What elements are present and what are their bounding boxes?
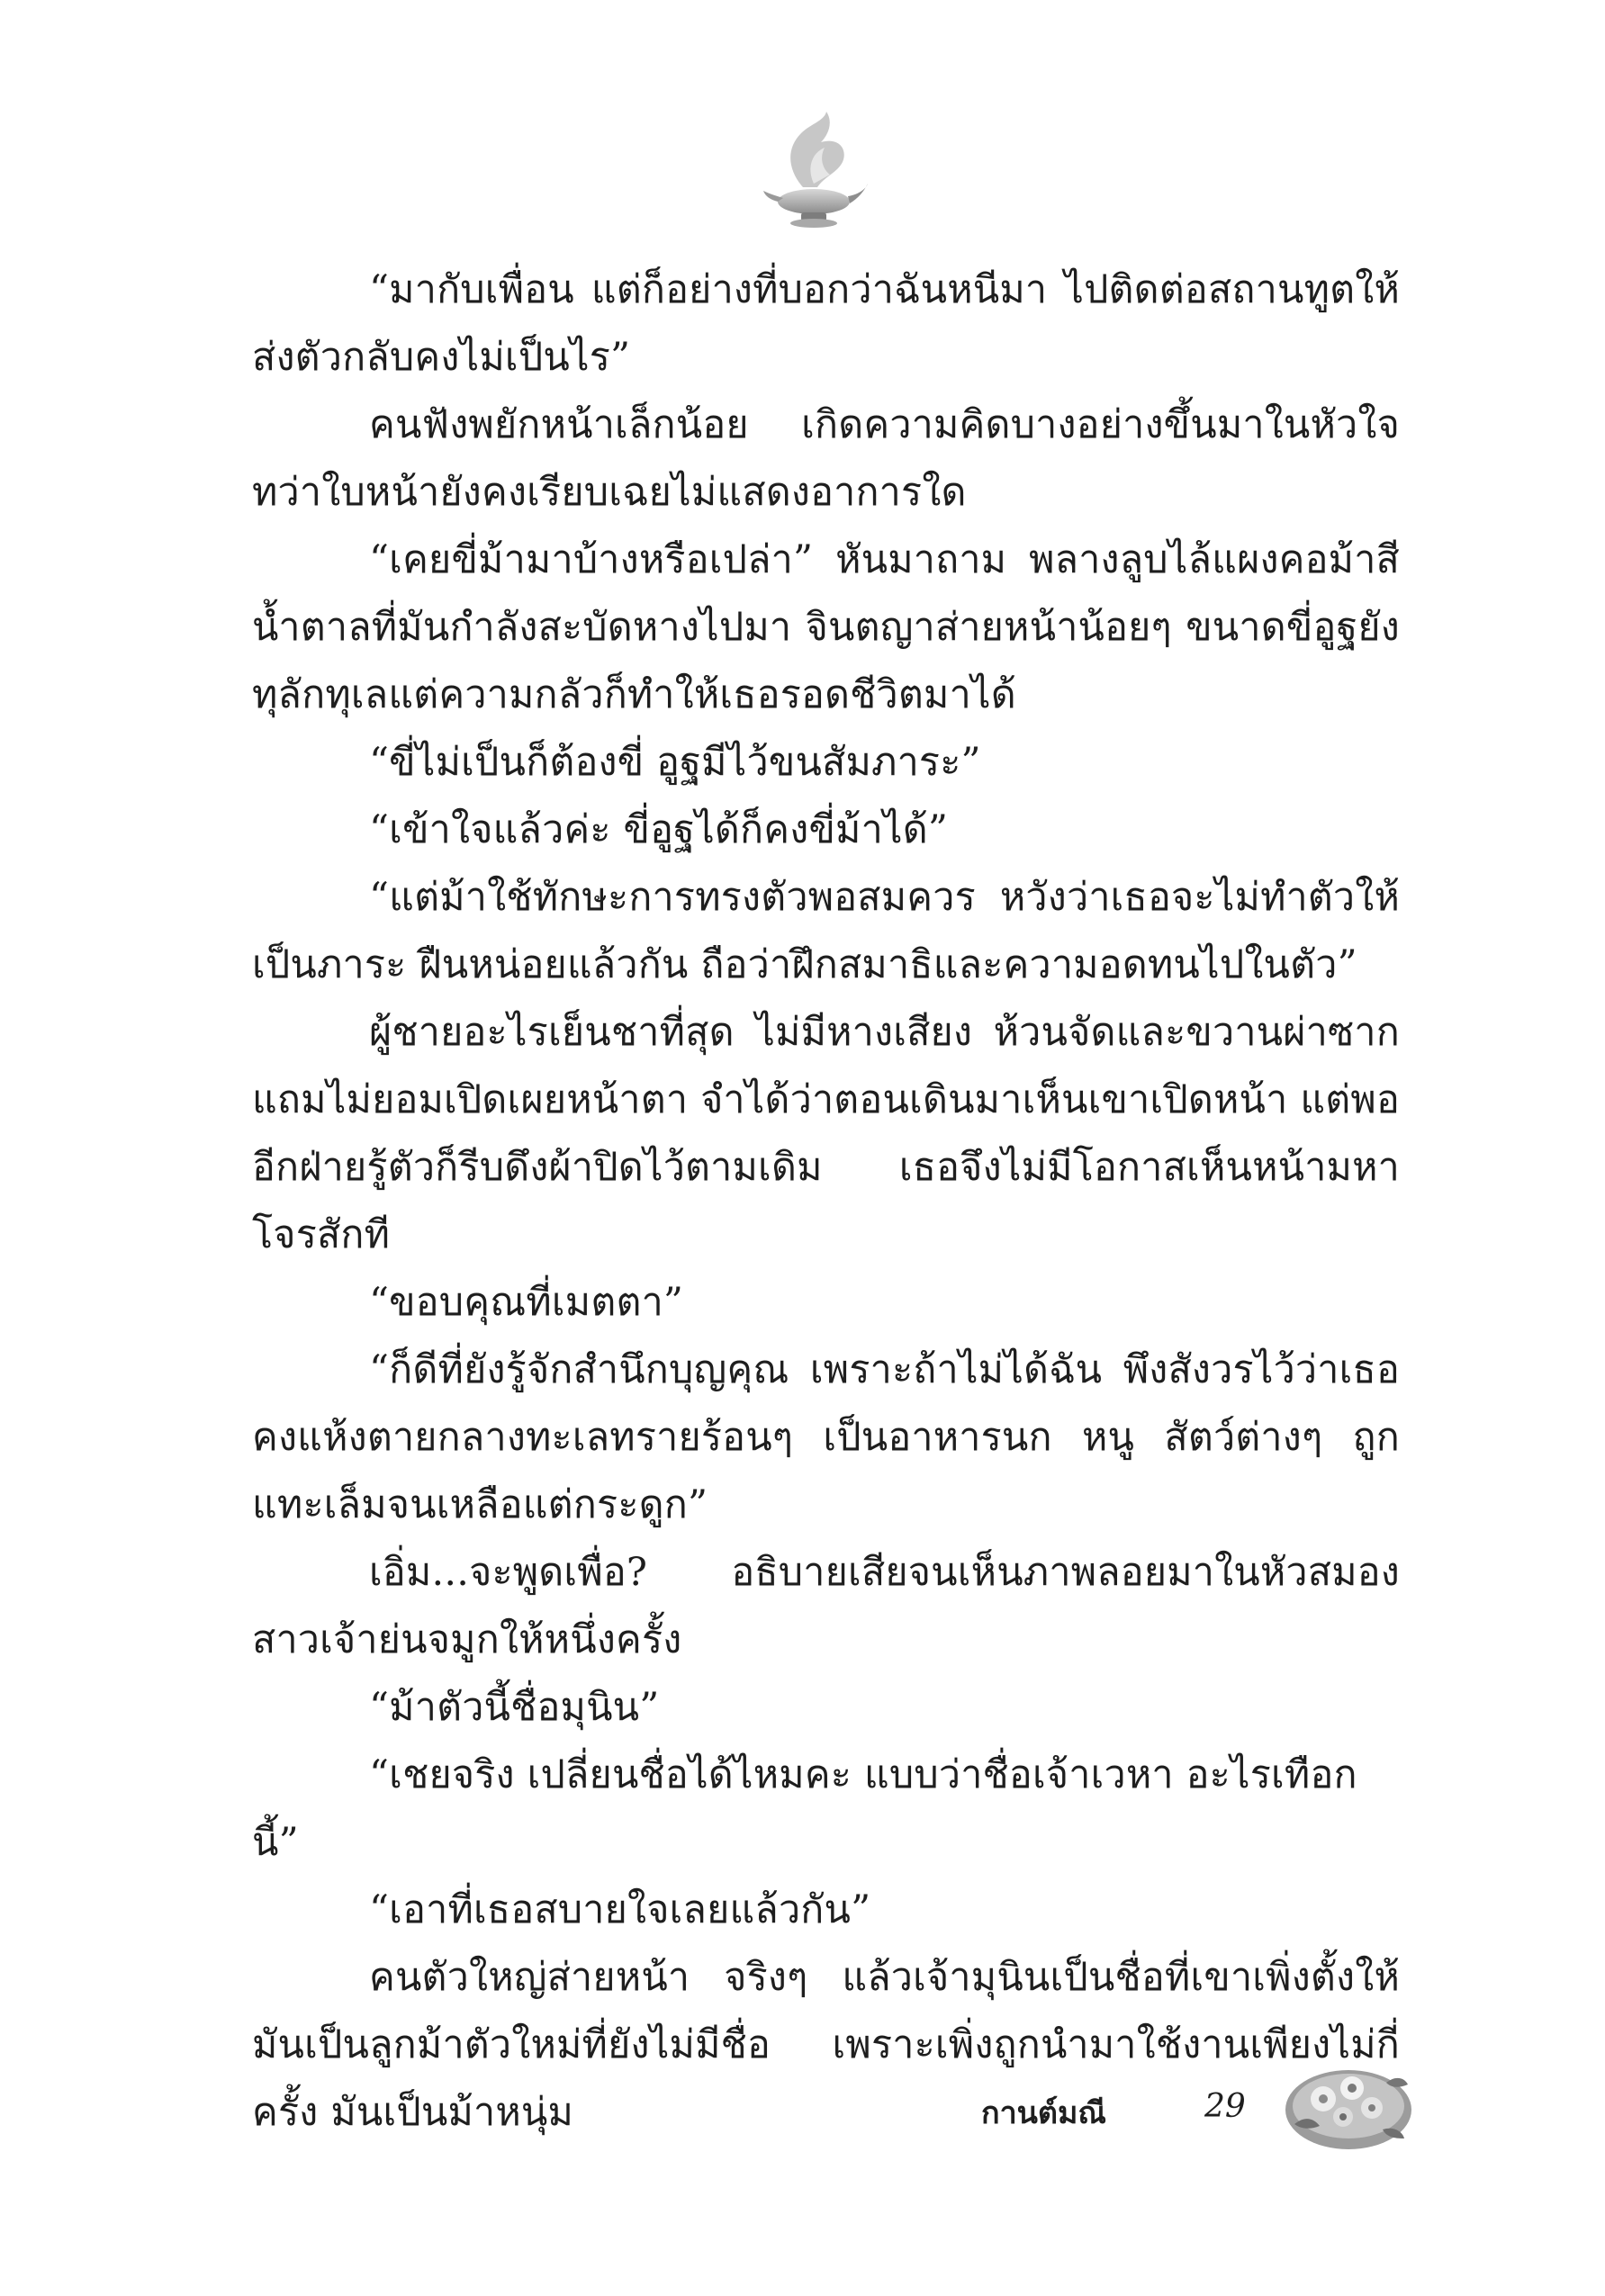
book-title: กานต์มณี [981, 2095, 1106, 2131]
paragraph: “ม้าตัวนี้ชื่อมุนิน” [369, 1685, 660, 1730]
paragraph: คนตัวใหญ่ส่ายหน้า จริงๆ แล้วเจ้ามุนินเป็นชื่อที่เขาเพิ่งตั้งให้ มันเป็นลูกม้าตัวใหม่ที่ยังไม่มีชื่อ เพราะเพิ่งถูกนำมาใช้งานเพียงไม่กี่ครั้ง มันเป็นม้าหนุ่ม [252, 1955, 1400, 2135]
paragraph: “แต่ม้าใช้ทักษะการทรงตัวพอสมควร หวังว่าเธอจะไม่ทำตัวให้เป็นภาระ ฝืนหน่อยแล้วกัน ถือว่าฝึกสมาธิและความอดทนไปในตัว” [252, 875, 1400, 987]
paragraph: “ขี่ไม่เป็นก็ต้องขี่ อูฐมีไว้ขนสัมภาระ” [369, 740, 981, 785]
paragraph: “เข้าใจแล้วค่ะ ขี่อูฐได้ก็คงขี่ม้าได้” [369, 807, 949, 852]
page-footer [981, 2052, 1431, 2160]
paragraph: เอิ่ม...จะพูดเพื่อ? อธิบายเสียจนเห็นภาพลอยมาในหัวสมอง สาวเจ้าย่นจมูกให้หนึ่งครั้ง [252, 1550, 1400, 1662]
page-number: 29 [1204, 2088, 1246, 2125]
flower-bouquet-icon [1278, 2052, 1413, 2160]
paragraph: “เคยขี่ม้ามาบ้างหรือเปล่า” หันมาถาม พลางลูบไล้แผงคอม้าสีน้ำตาลที่มันกำลังสะบัดหางไปมา จินตญาส่ายหน้าน้อยๆ ขนาดขี่อูฐยังทุลักทุเลแต่ความกลัวก็ทำให้เธอรอดชีวิตมาได้ [252, 537, 1400, 717]
paragraph: “ขอบคุณที่เมตตา” [369, 1280, 684, 1325]
paragraph: “ก็ดีที่ยังรู้จักสำนึกบุญคุณ เพราะถ้าไม่ได้ฉัน พึงสังวรไว้ว่าเธอคงแห้งตายกลางทะเลทรายร้อนๆ เป็นอาหารนก หนู สัตว์ต่างๆ ถูกแทะเล็มจนเหลือแต่กระดูก” [252, 1347, 1400, 1527]
paragraph: “เชยจริง เปลี่ยนชื่อได้ไหมคะ แบบว่าชื่อเจ้าเวหา อะไรเทือกนี้” [252, 1752, 1357, 1865]
lamp-genie-icon [762, 108, 870, 230]
paragraph: คนฟังพยักหน้าเล็กน้อย เกิดความคิดบางอย่างขึ้นมาในหัวใจ ทว่าใบหน้ายังคงเรียบเฉยไม่แสดงอาการใด [252, 402, 1400, 515]
paragraph: “มากับเพื่อน แต่ก็อย่างที่บอกว่าฉันหนีมา ไปติดต่อสถานทูตให้ส่งตัวกลับคงไม่เป็นไร” [252, 267, 1400, 380]
story-text [252, 257, 1400, 2147]
paragraph: ผู้ชายอะไรเย็นชาที่สุด ไม่มีหางเสียง ห้วนจัดและขวานผ่าซาก แถมไม่ยอมเปิดเผยหน้าตา จำได้ว่าตอนเดินมาเห็นเขาเปิดหน้า แต่พออีกฝ่ายรู้ตัวก็รีบดึงผ้าปิดไว้ตามเดิม เธอจึงไม่มีโอกาสเห็นหน้ามหาโจรสักที [252, 1010, 1400, 1257]
paragraph: “เอาที่เธอสบายใจเลยแล้วกัน” [369, 1887, 871, 1932]
